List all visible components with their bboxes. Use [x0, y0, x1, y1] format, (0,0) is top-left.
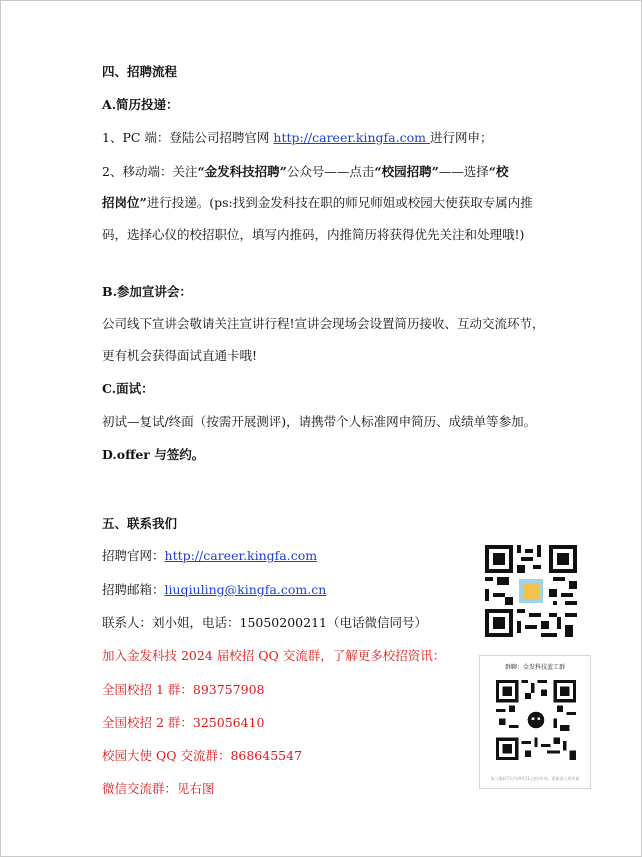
mobile-line-3: 码，选择心仪的校招职位，填写内推码，内推简历将获得优先关注和处理哦!) — [102, 227, 525, 242]
offer-heading: D.offer 与签约。 — [102, 447, 205, 462]
qq-intro: 加入金发科技 2024 届校招 QQ 交流群，了解更多校招资讯： — [102, 648, 446, 663]
pc-suffix: 进行网申； — [429, 130, 493, 145]
qq-group-ambassador: 校园大使 QQ 交流群：868645547 — [102, 748, 303, 763]
mail-line — [102, 581, 326, 599]
interview-heading: C.面试： — [102, 381, 154, 396]
wechat-group-line: 微信交流群：见右图 — [102, 781, 215, 796]
career-link-1[interactable]: http://career.kingfa.com — [273, 130, 430, 145]
qq-group-2: 全国校招 2 群：325056410 — [102, 715, 265, 730]
pc-line — [102, 129, 492, 147]
site-line — [102, 547, 317, 565]
official-account-qr-code — [485, 545, 577, 637]
contact-line: 联系人：刘小姐，电话：15050200211（电话微信同号） — [102, 615, 427, 630]
campus-position-part2: 招岗位” — [102, 195, 147, 210]
mobile-mid-1: 公众号——点击 — [286, 164, 375, 179]
section5-heading: 五、联系我们 — [102, 516, 178, 531]
wechat-group-card — [479, 655, 591, 789]
resume-submission-heading: A.简历投递： — [102, 97, 179, 112]
interview-line-1: 初试—复试/终面（按需开展测评)，请携带个人标准网申简历、成绩单等参加。 — [102, 414, 537, 429]
pc-prefix: 1、PC 端：登陆公司招聘官网 — [102, 130, 274, 145]
wechat-group-title: 群聊：金发科技蓝工群 — [504, 664, 565, 671]
mobile-prefix: 2、移动端：关注 — [102, 164, 198, 179]
wechat-account-name: “金发科技招聘” — [197, 164, 287, 179]
mobile-mid-2: ——选择 — [438, 164, 489, 179]
campus-position-part1: “校 — [488, 164, 509, 179]
mail-label: 招聘邮箱： — [102, 582, 165, 597]
presentation-line-2: 更有机会获得面试直通卡哦! — [102, 348, 258, 363]
section4-heading: 四、招聘流程 — [102, 64, 178, 79]
presentation-line-1: 公司线下宣讲会敬请关注宣讲行程!宣讲会现场会设置简历接收、互动交流环节， — [102, 316, 545, 331]
mobile-line-1 — [102, 163, 508, 181]
mobile-line-2-text: 进行投递。(ps:找到金发科技在职的师兄师姐或校园大使获取专属内推 — [146, 195, 533, 210]
mobile-line-2 — [102, 194, 533, 212]
campus-recruit-menu: “校园招聘” — [374, 164, 439, 179]
email-link[interactable]: liuqiuling@kingfa.com.cn — [164, 582, 327, 597]
career-link-2[interactable]: http://career.kingfa.com — [164, 548, 318, 563]
qr-validity-note: 该二维码7天内(9月11日前)有效，重新进入将更新 — [490, 776, 580, 781]
presentation-heading: B.参加宣讲会： — [102, 284, 192, 299]
wechat-group-qr-code — [496, 680, 576, 760]
qq-group-1: 全国校招 1 群：893757908 — [102, 682, 265, 697]
site-label: 招聘官网： — [102, 548, 165, 563]
